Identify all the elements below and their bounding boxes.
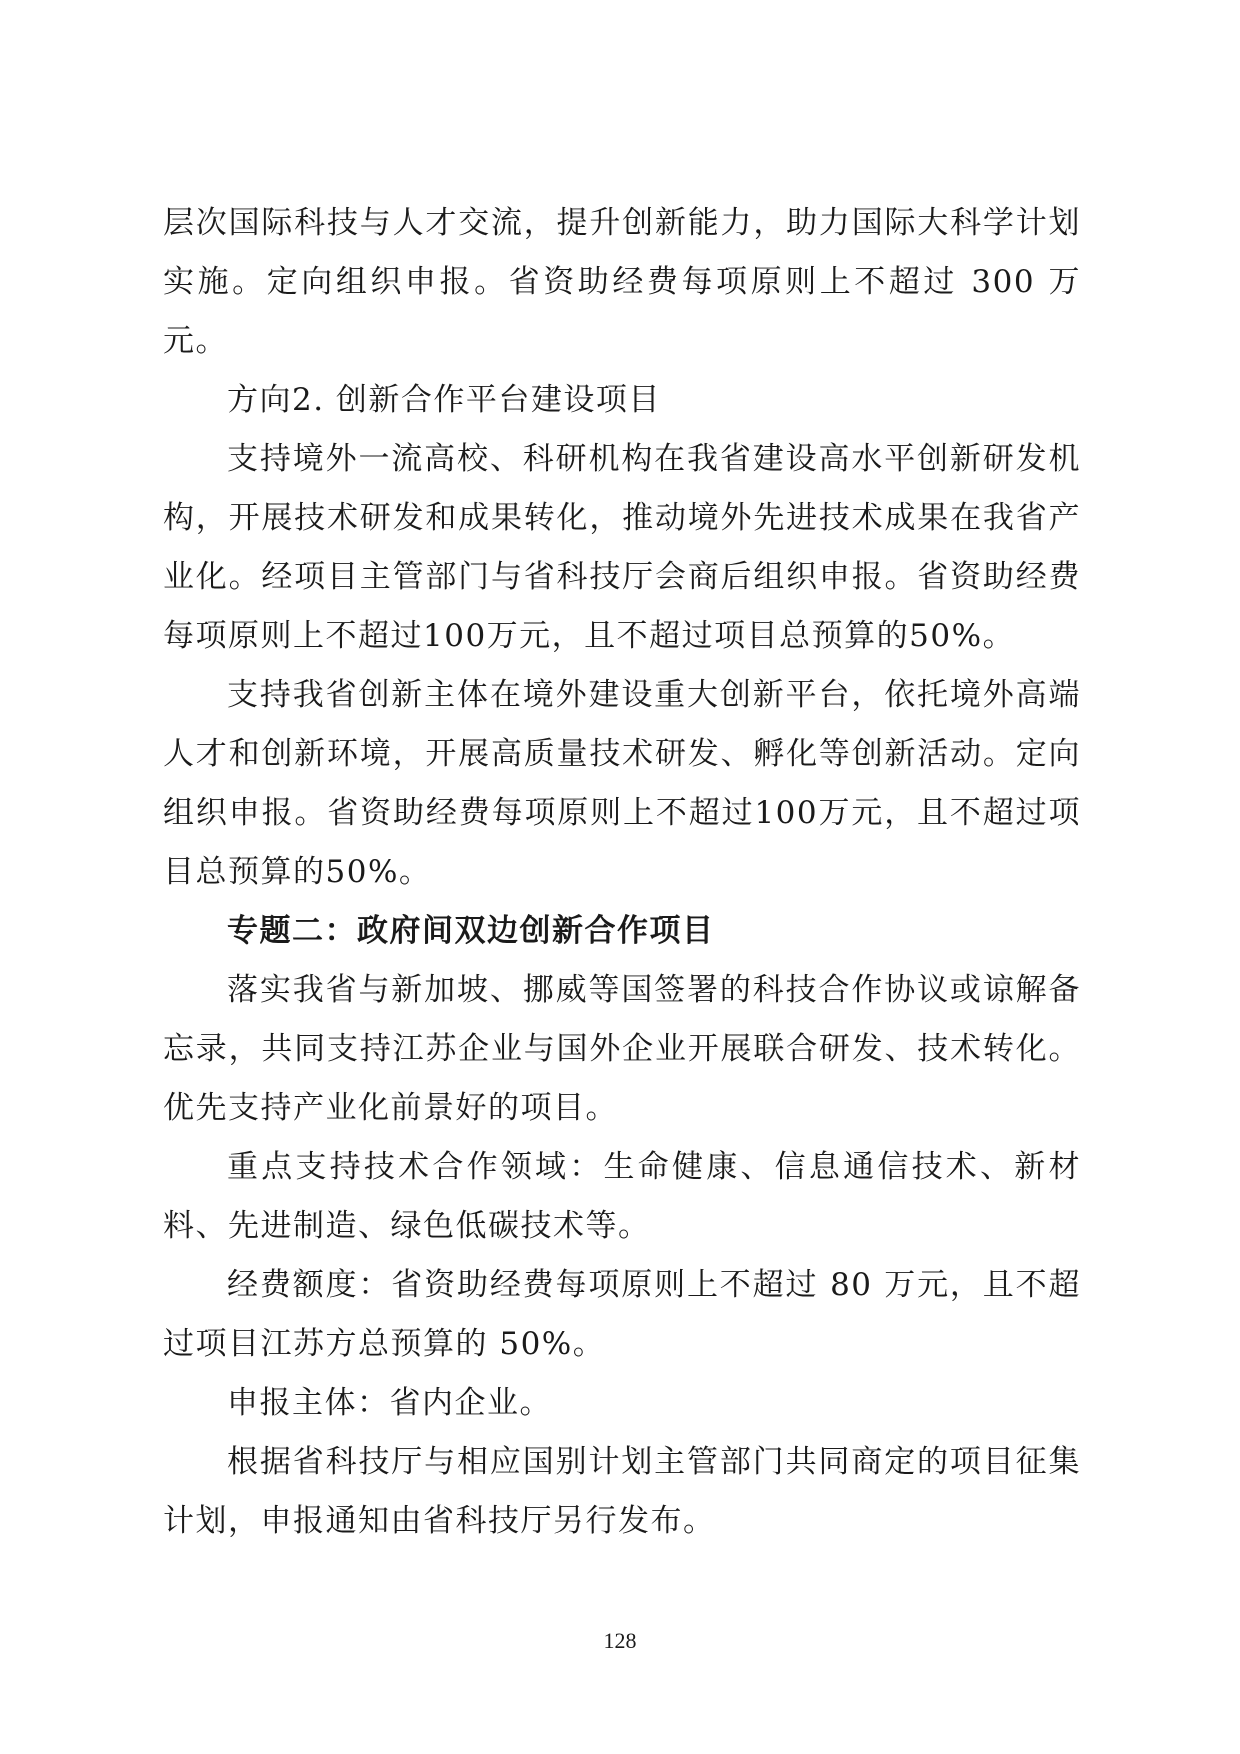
paragraph-funding-amount: 经费额度：省资助经费每项原则上不超过 80 万元，且不超过项目江苏方总预算的 50%。: [163, 1267, 1081, 1362]
paragraph-overseas-platforms: 支持我省创新主体在境外建设重大创新平台，依托境外高端人才和创新环境，开展高质量技术研发、孵化等创新活动。定向组织申报。省资助经费每项原则上不超过100万元，且不超过项目总预算的50%。: [163, 677, 1081, 890]
paragraph-call-plan: 根据省科技厅与相应国别计划主管部门共同商定的项目征集计划，申报通知由省科技厅另行发布。: [163, 1444, 1081, 1539]
topic-two-heading: 专题二：政府间双边创新合作项目: [227, 913, 715, 949]
body-text: [163, 194, 1081, 1551]
paragraph-applicant: 申报主体：省内企业。: [227, 1385, 552, 1421]
paragraph-key-fields: 重点支持技术合作领域：生命健康、信息通信技术、新材料、先进制造、绿色低碳技术等。: [163, 1149, 1081, 1244]
paragraph-overseas-institutions: 支持境外一流高校、科研机构在我省建设高水平创新研发机构，开展技术研发和成果转化，推动境外先进技术成果在我省产业化。经项目主管部门与省科技厅会商后组织申报。省资助经费每项原则上不超过100万元，且不超过项目总预算的50%。: [163, 441, 1081, 654]
section-direction-2-title: 方向2. 创新合作平台建设项目: [227, 382, 661, 418]
paragraph-continuation: 层次国际科技与人才交流，提升创新能力，助力国际大科学计划实施。定向组织申报。省资助经费每项原则上不超过 300 万元。: [163, 205, 1081, 359]
paragraph-bilateral-agreements: 落实我省与新加坡、挪威等国签署的科技合作协议或谅解备忘录，共同支持江苏企业与国外企业开展联合研发、技术转化。优先支持产业化前景好的项目。: [163, 972, 1081, 1126]
page-number: 128: [603, 1628, 637, 1653]
